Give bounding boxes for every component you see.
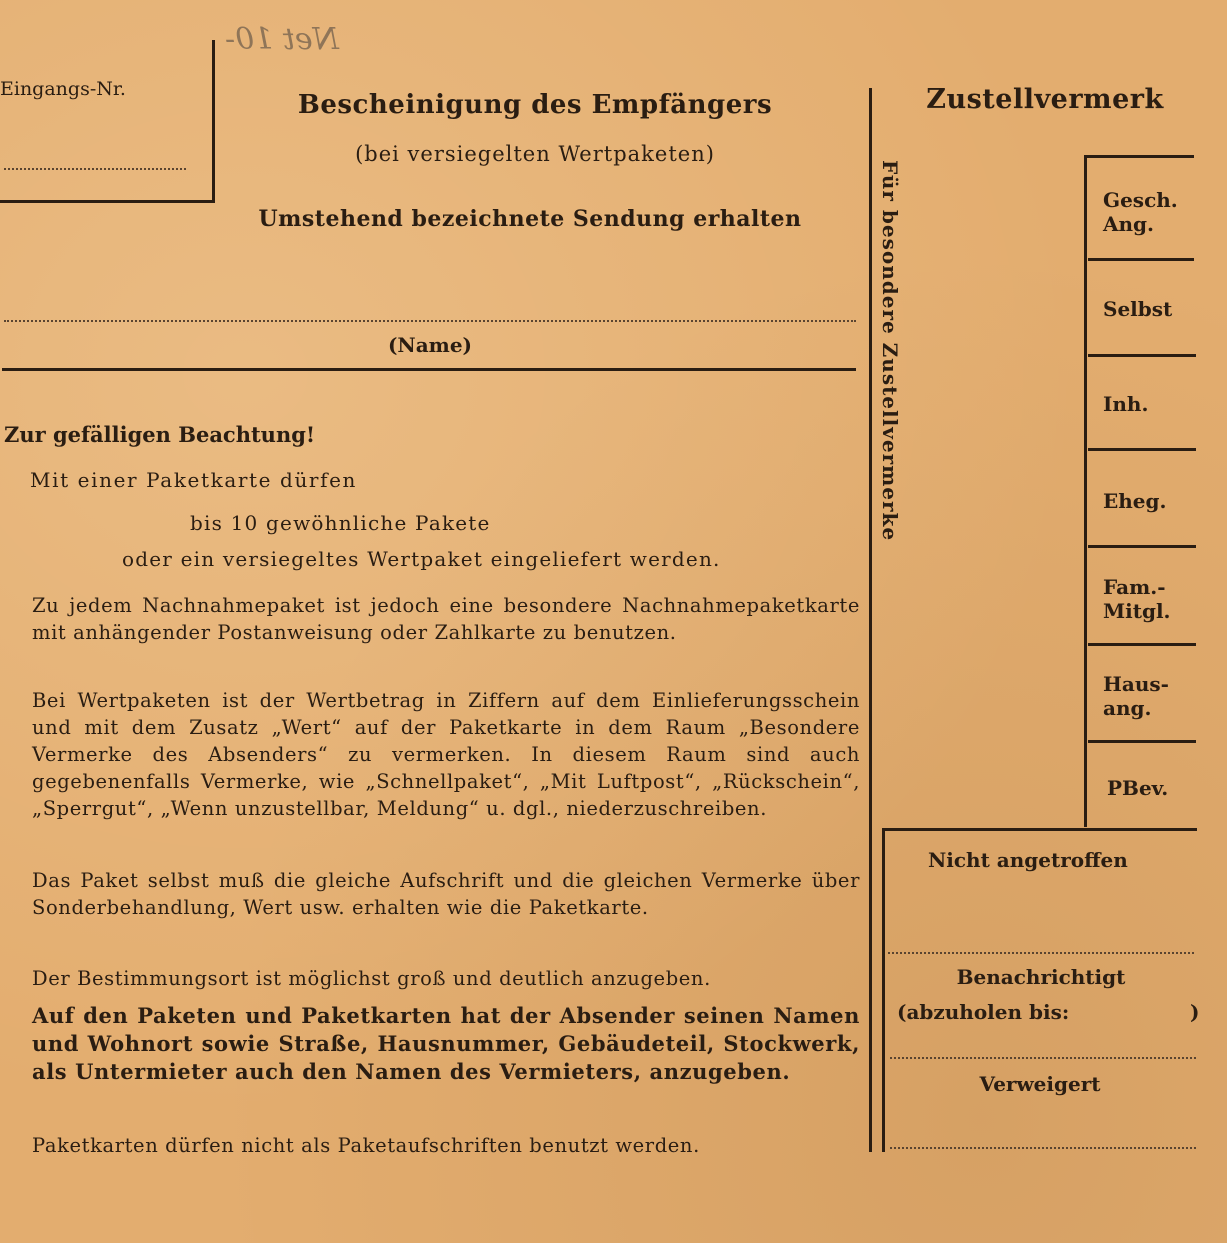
nicht-angetroffen-label: Nicht angetroffen — [928, 848, 1128, 872]
verweigert-label: Verweigert — [979, 1072, 1101, 1096]
box-line-4 — [1088, 545, 1196, 548]
box-line-6 — [1088, 740, 1196, 743]
box-label-line: Haus- — [1103, 672, 1169, 696]
box-label-line: Eheg. — [1103, 489, 1167, 513]
notice-paragraph-destination: Der Bestimmungsort ist möglichst groß und deutlich anzugeben. — [32, 967, 711, 990]
abzuholen-close-paren: ) — [1190, 1000, 1200, 1024]
box-line-0 — [1084, 155, 1194, 158]
notice-paragraph-value: Bei Wertpaketen ist der Wertbetrag in Ziffern auf dem Einlieferungsschein und mit dem Zusatz „Wert“ auf der Paketkarte in dem Raum „Besondere Vermerke des Absenders“ zu vermerken. In diesem Raum sind auch gegebenenfalls Vermerke, wie „Schnellpaket“, „Mit Luftpost“, „Rückschein“, „Sperrgut“, „Wenn unzustellbar, Meldung“ u. dgl., niederzuschreiben. — [32, 689, 860, 820]
eingangs-box-right-border — [212, 40, 215, 203]
box-label-line: ang. — [1103, 696, 1152, 720]
notice-line-3: oder ein versiegeltes Wertpaket eingeliefert werden. — [122, 547, 721, 571]
box-label-line: Selbst — [1103, 297, 1173, 321]
column-divider — [869, 88, 872, 1152]
notice-paragraph-no-labels: Paketkarten dürfen nicht als Paketaufschriften benutzt werden. — [32, 1134, 700, 1157]
notice-paragraph-cod: Zu jedem Nachnahmepaket ist jedoch eine besondere Nachnahmepaketkarte mit anhängender Postanweisung oder Zahlkarte zu benutzen. — [32, 594, 860, 644]
box-label-line: Gesch. — [1103, 188, 1178, 212]
box-label-line: Inh. — [1103, 392, 1149, 416]
page-subtitle: (bei versiegelten Wertpaketen) — [355, 142, 715, 166]
delivery-boxes-left-border — [1084, 155, 1087, 827]
box-line-1 — [1088, 258, 1194, 261]
box-line-2 — [1088, 354, 1196, 357]
notice-heading: Zur gefälligen Beachtung! — [4, 422, 316, 447]
abzuholen-label: (abzuholen bis: — [897, 1000, 1070, 1024]
box-pbev — [1107, 776, 1168, 800]
box-label-line: Mitgl. — [1103, 599, 1171, 623]
header-divider — [2, 368, 856, 371]
box-inh — [1103, 392, 1148, 416]
eingangs-nr-dotted-line — [4, 168, 186, 170]
notice-line-2: bis 10 gewöhnliche Pakete — [190, 511, 491, 535]
box-eheg — [1103, 489, 1166, 513]
name-dotted-line — [4, 320, 856, 322]
nicht-angetroffen-dotted-line — [888, 952, 1194, 954]
box-line-3 — [1088, 448, 1196, 451]
zustell-bottom-divider — [882, 828, 1197, 831]
box-label-line: Ang. — [1103, 212, 1155, 236]
eingangs-box-bottom-border — [0, 200, 215, 203]
verweigert-dotted-line — [890, 1147, 1196, 1149]
zustell-title: Zustellvermerk — [926, 84, 1164, 115]
eingangs-nr-label: Eingangs-Nr. — [0, 78, 126, 100]
box-label-line: Fam.- — [1103, 575, 1166, 599]
benachrichtigt-label: Benachrichtigt — [956, 965, 1126, 989]
notice-line-1: Mit einer Paketkarte dürfen — [30, 468, 358, 492]
special-notes-vertical-label: Für besondere Zustellvermerke — [878, 160, 902, 542]
box-selbst — [1103, 297, 1172, 321]
box-fam-mitgl — [1103, 575, 1171, 623]
box-label-line: PBev. — [1107, 776, 1169, 800]
page-title: Bescheinigung des Empfängers — [297, 90, 773, 120]
box-gesch-ang — [1103, 188, 1178, 236]
box-haus-ang — [1103, 672, 1169, 720]
notice-paragraph-labeling: Das Paket selbst muß die gleiche Aufschrift und die gleichen Vermerke über Sonderbehandlung, Wert usw. erhalten wie die Paketkarte. — [32, 869, 860, 919]
notice-paragraph-sender: Auf den Paketen und Paketkarten hat der Absender seinen Namen und Wohnort sowie Straße, Hausnummer, Gebäudeteil, Stockwerk, als Untermieter auch den Namen des Vermieters, anzugeben. — [32, 1003, 860, 1084]
benachrichtigt-dotted-line — [890, 1057, 1196, 1059]
handwritten-note: Net 10- — [225, 22, 339, 57]
received-statement: Umstehend bezeichnete Sendung erhalten — [258, 206, 802, 232]
notes-left-border — [882, 828, 885, 1152]
name-caption: (Name) — [387, 333, 473, 357]
box-line-5 — [1088, 643, 1196, 646]
